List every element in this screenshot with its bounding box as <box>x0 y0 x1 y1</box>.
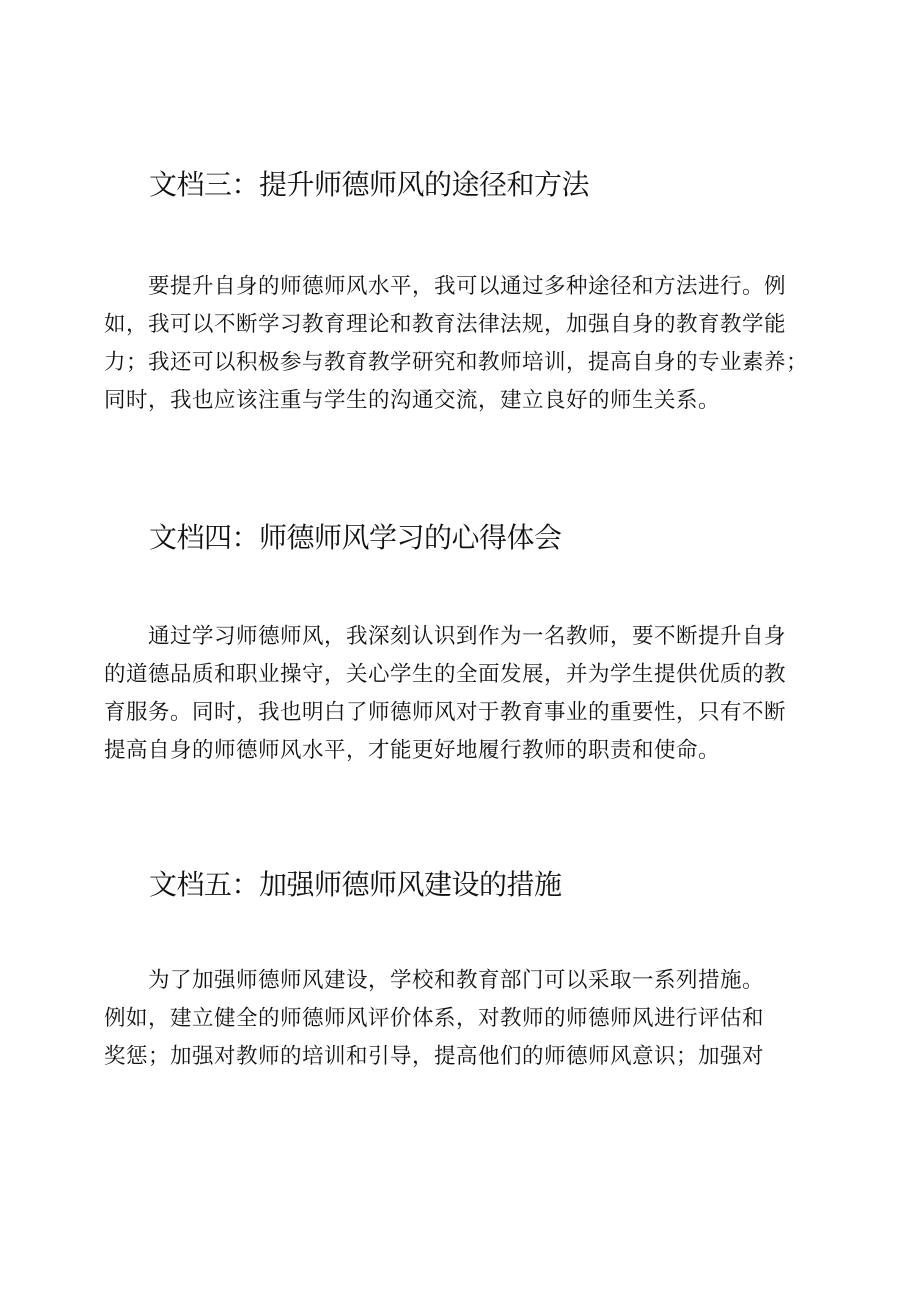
paragraph-line: 力；我还可以积极参与教育教学研究和教师培训，提高自身的专业素养； <box>104 350 809 375</box>
paragraph-line: 提高自身的师德师风水平，才能更好地履行教师的职责和使命。 <box>104 738 721 763</box>
paragraph-line: 同时，我也应该注重与学生的沟通交流，建立良好的师生关系。 <box>104 388 721 413</box>
paragraph-line: 例如，建立健全的师德师风评价体系，对教师的师德师风进行评估和 <box>104 1006 765 1031</box>
section-4-paragraph <box>104 618 824 770</box>
section-3-heading: 文档三：提升师德师风的途径和方法 <box>149 168 590 201</box>
section-4-heading: 文档四：师德师风学习的心得体会 <box>149 521 562 554</box>
paragraph-line: 如，我可以不断学习教育理论和教育法律法规，加强自身的教育教学能 <box>104 312 787 337</box>
paragraph-line: 的道德品质和职业操守，关心学生的全面发展，并为学生提供优质的教 <box>104 662 787 687</box>
section-3-paragraph <box>104 268 824 420</box>
paragraph-line: 要提升自身的师德师风水平，我可以通过多种途径和方法进行。例 <box>148 274 787 299</box>
section-5-paragraph <box>104 962 824 1076</box>
paragraph-line: 通过学习师德师风，我深刻认识到作为一名教师，要不断提升自身 <box>148 624 787 649</box>
section-5-heading: 文档五：加强师德师风建设的措施 <box>149 868 562 901</box>
paragraph-line: 为了加强师德师风建设，学校和教育部门可以采取一系列措施。 <box>148 968 765 993</box>
paragraph-line: 育服务。同时，我也明白了师德师风对于教育事业的重要性，只有不断 <box>104 700 787 725</box>
paragraph-line: 奖惩；加强对教师的培训和引导，提高他们的师德师风意识；加强对 <box>104 1044 765 1069</box>
